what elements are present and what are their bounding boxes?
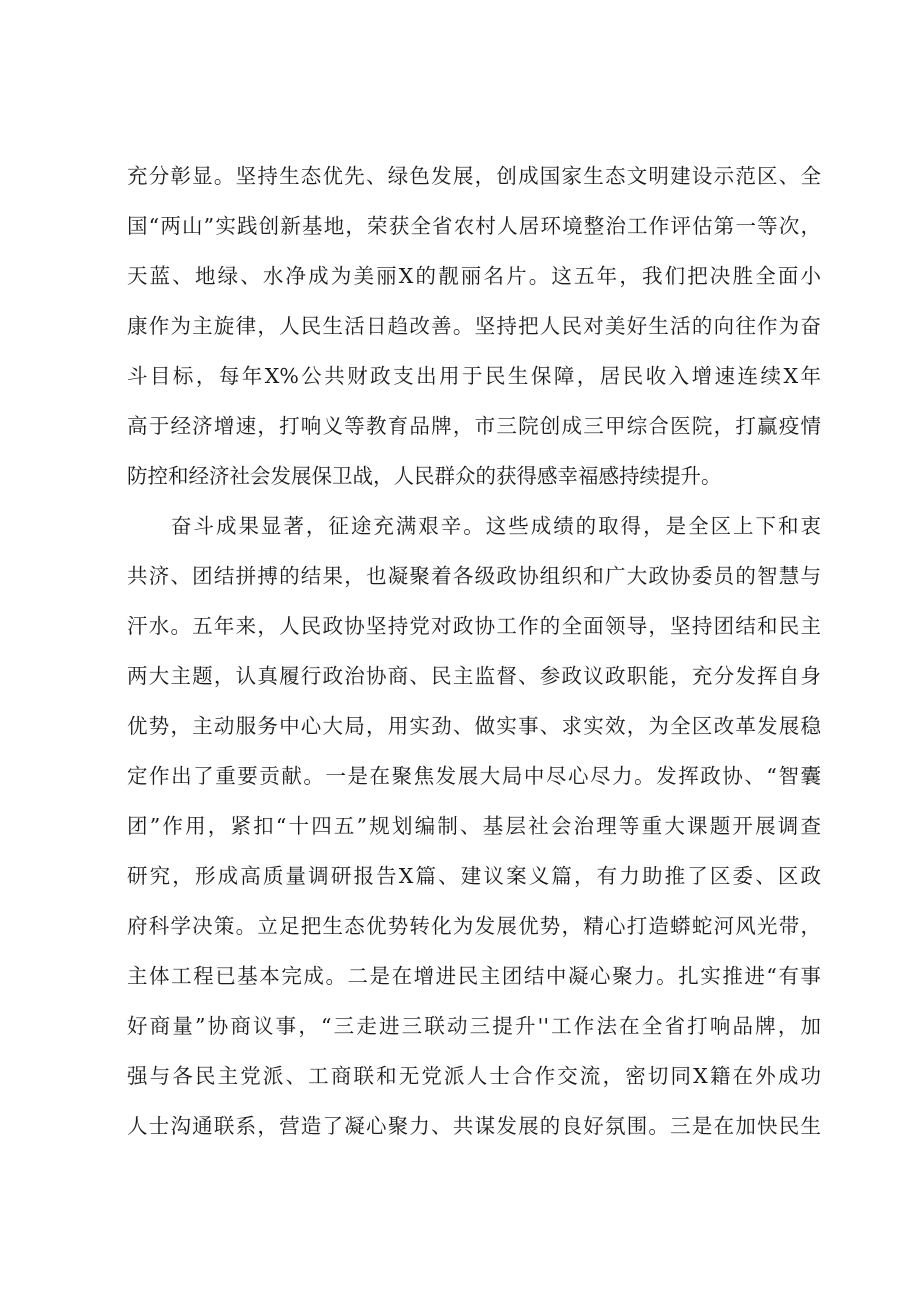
text-line: 人士沟通联系，营造了凝心聚力、共谋发展的良好氛围。三是在加快民生 <box>127 1114 821 1138</box>
text-line: 定作出了重要贡献。一是在聚焦发展大局中尽心尽力。发挥政协、“智囊 <box>127 764 821 788</box>
text-line: 汗水。五年来，人民政协坚持党对政协工作的全面领导，坚持团结和民主 <box>127 614 821 638</box>
text-line: 充分彰显。坚持生态优先、绿色发展，创成国家生态文明建设示范区、全 <box>127 164 821 188</box>
text-line: 两大主题，认真履行政治协商、民主监督、参政议政职能，充分发挥自身 <box>127 664 821 688</box>
text-line: 强与各民主党派、工商联和无党派人士合作交流，密切同X籍在外成功 <box>127 1064 821 1088</box>
text-line: 好商量”协商议事，“三走进三联动三提升''工作法在全省打响品牌，加 <box>127 1014 821 1038</box>
text-line: 国“两山”实践创新基地，荣获全省农村人居环境整治工作评估第一等次， <box>127 214 821 238</box>
text-line: 天蓝、地绿、水净成为美丽X的靓丽名片。这五年，我们把决胜全面小 <box>127 264 821 288</box>
text-line: 团”作用，紧扣“十四五”规划编制、基层社会治理等重大课题开展调查 <box>127 814 821 838</box>
text-line: 斗目标，每年X%公共财政支出用于民生保障，居民收入增速连续X年 <box>127 364 821 388</box>
text-line: 高于经济增速，打响义等教育品牌，市三院创成三甲综合医院，打赢疫情 <box>127 414 821 438</box>
text-line: 研究，形成高质量调研报告X篇、建议案义篇，有力助推了区委、区政 <box>127 864 821 888</box>
text-line: 康作为主旋律，人民生活日趋改善。坚持把人民对美好生活的向往作为奋 <box>127 314 821 338</box>
text-line: 奋斗成果显著，征途充满艰辛。这些成绩的取得，是全区上下和衷 <box>171 514 821 538</box>
text-line: 防控和经济社会发展保卫战，人民群众的获得感幸福感持续提升。 <box>127 464 722 488</box>
text-line: 共济、团结拼搏的结果，也凝聚着各级政协组织和广大政协委员的智慧与 <box>127 564 821 588</box>
text-line: 主体工程已基本完成。二是在增进民主团结中凝心聚力。扎实推进“有事 <box>127 964 821 988</box>
text-line: 优势，主动服务中心大局，用实劲、做实事、求实效，为全区改革发展稳 <box>127 714 821 738</box>
text-line: 府科学决策。立足把生态优势转化为发展优势，精心打造蟒蛇河风光带， <box>127 914 821 938</box>
